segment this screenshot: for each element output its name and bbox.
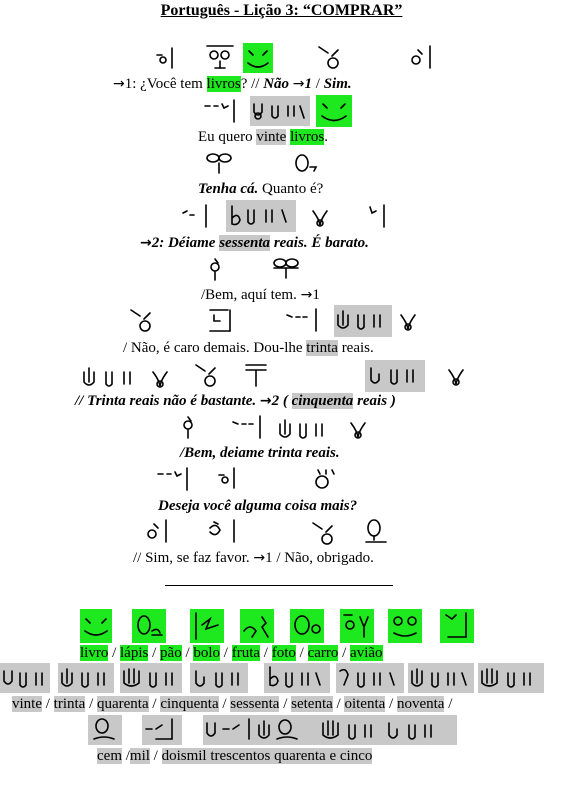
vocab-glyph-pao — [190, 609, 224, 643]
vocab-item: vinte — [12, 696, 42, 712]
vocab-glyph-foto — [340, 609, 374, 643]
vocab-item: carro — [307, 645, 339, 661]
vocab-item: fruta — [231, 645, 261, 661]
sign-glyph — [310, 205, 330, 229]
vocab-glyph-setenta — [336, 663, 404, 693]
vocab-item: pão — [160, 645, 182, 661]
line-2: Eu quero vinte livros. — [198, 129, 328, 145]
sign-glyph — [155, 466, 191, 492]
sign-glyph — [203, 151, 235, 177]
vocab-item: oitenta — [344, 696, 386, 712]
vocab-item: mil — [129, 748, 150, 764]
arrow-right-icon: → — [253, 550, 266, 566]
vocab-glyph-cem — [88, 715, 122, 745]
sign-glyph — [206, 518, 240, 546]
vocab-glyph-fruta — [290, 609, 324, 643]
sign-glyph — [206, 307, 236, 335]
vocab-item: trinta — [53, 696, 86, 712]
line-5: /Bem, aquí tem. →1 — [201, 287, 320, 303]
vocab-item: quarenta — [97, 696, 149, 712]
vocab-numbers-row: vinte / trinta / quarenta / cinquenta / sessenta / setenta / oitenta / noventa / — [12, 696, 453, 712]
line-7: // Trinta reais não é bastante. →2 ( cinquenta reais ) — [75, 393, 396, 409]
divider — [165, 585, 393, 586]
sign-glyph — [202, 98, 238, 124]
sign-glyph — [144, 518, 174, 546]
vocab-item: foto — [271, 645, 296, 661]
page-title: Português - Lição 3: “COMPRAR” — [160, 2, 403, 19]
line-3: Tenha cá. Quanto é? — [198, 181, 324, 197]
sign-glyph — [316, 44, 346, 72]
sign-glyph — [205, 44, 235, 72]
vocab-item: avião — [350, 645, 383, 661]
vocab-item: doismil trescentos quarenta e cinco — [161, 748, 373, 764]
sign-glyph — [150, 366, 170, 390]
sign-glyph — [270, 256, 302, 282]
vocab-glyph-noventa — [478, 663, 544, 693]
arrow-right-icon: → — [292, 76, 305, 92]
sign-glyph — [398, 309, 418, 333]
vocab-glyph-bolo — [240, 609, 274, 643]
sign-glyph — [154, 46, 184, 72]
line-1: →1: ¿Você tem livros? // Não →1 / Sim. — [113, 76, 352, 92]
sign-glyph — [80, 362, 142, 390]
vocab-item: bolo — [193, 645, 221, 661]
line-6: / Não, é caro demais. Dou-lhe trinta reais. — [123, 340, 374, 356]
sign-glyph — [366, 203, 394, 229]
sign-glyph — [242, 362, 270, 390]
sign-glyph-vinte — [250, 96, 310, 126]
vocab-glyph-trinta — [58, 663, 114, 693]
sign-glyph — [128, 307, 158, 335]
sign-glyph — [310, 520, 340, 548]
arrow-right-icon: → — [300, 287, 313, 303]
sign-glyph-sessenta — [226, 200, 296, 232]
arrow-right-icon: → — [113, 76, 125, 92]
sign-glyph-cinquenta — [365, 360, 425, 392]
vocab-glyph-oitenta — [408, 663, 474, 693]
vocab-item: cinquenta — [160, 696, 219, 712]
vocab-item: noventa — [396, 696, 445, 712]
arrow-right-icon: → — [140, 235, 152, 251]
line-8: /Bem, deiame trinta reais. — [180, 445, 340, 461]
sign-glyph — [205, 256, 225, 282]
sign-glyph-trinta — [334, 305, 392, 337]
line-9: Deseja você alguma coisa mais? — [158, 498, 358, 514]
sign-glyph — [446, 364, 466, 388]
vocab-glyph-cinquenta — [190, 663, 248, 693]
sign-glyph — [230, 414, 266, 440]
arrow-right-icon: → — [259, 393, 272, 409]
sign-glyph-livros — [243, 43, 273, 73]
vocab-item: setenta — [291, 696, 333, 712]
vocab-nouns-row: livro / lápis / pão / bolo / fruta / foto / carro / avião — [80, 645, 383, 661]
vocab-glyph-number-2345 — [203, 715, 457, 745]
vocab-item: livro — [80, 645, 109, 661]
vocab-item: sessenta — [230, 696, 280, 712]
vocab-glyph-quarenta — [120, 663, 182, 693]
vocab-glyph-livro — [80, 609, 112, 643]
sign-glyph — [408, 44, 438, 72]
sign-glyph — [310, 466, 342, 494]
vocab-glyph-carro — [388, 609, 422, 643]
sign-glyph — [292, 151, 322, 177]
vocab-big-row: cem /mil / doismil trescentos quarenta e cinco — [97, 748, 373, 764]
sign-glyph — [178, 414, 198, 440]
sign-glyph — [180, 203, 212, 229]
vocab-glyph-vinte — [0, 663, 50, 693]
vocab-item: cem — [97, 748, 122, 764]
vocab-glyph-lapis — [132, 609, 166, 643]
sign-glyph — [193, 362, 223, 390]
vocab-glyph-sessenta — [264, 663, 330, 693]
vocab-glyph-aviao — [440, 609, 474, 643]
sign-glyph — [216, 466, 246, 492]
sign-glyph-livros — [316, 95, 352, 127]
sign-glyph — [276, 414, 332, 442]
line-4: →2: Déiame sessenta reais. É barato. — [140, 235, 369, 251]
vocab-item: lápis — [120, 645, 149, 661]
sign-glyph — [284, 307, 320, 333]
vocab-glyph-mil — [142, 715, 182, 745]
sign-glyph — [348, 417, 368, 441]
line-10: // Sim, se faz favor. →1 / Não, obrigado. — [133, 550, 374, 566]
sign-glyph — [362, 516, 392, 546]
